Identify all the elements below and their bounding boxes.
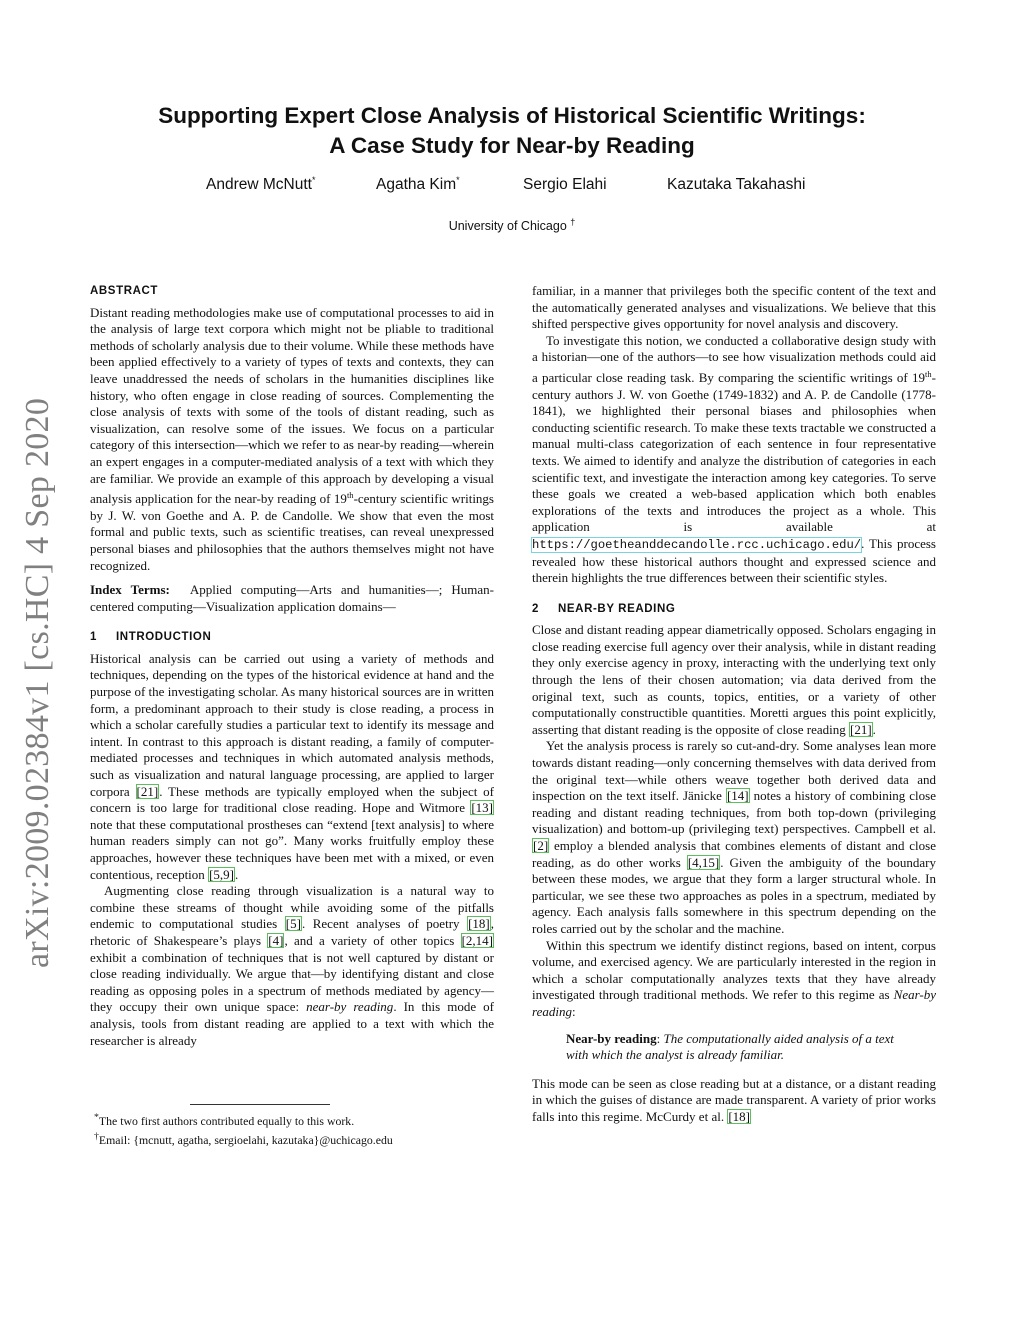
intro-paragraph-2: Augmenting close reading through visualization is a natural way to combine these streams of thought while avoiding some of the pitfalls endemic to computational studies [5]. Recent analyses of poetry [18], rhetoric of Shakespeare’s plays [4], and a variety of other topics [2,14] exhibit a combination of techniques that is not well captured by distant or close reading individually. We argue that—by identifying distant and close reading as opposing poles in a spectrum of methods mediated by agency—they occupy their own unique space: near-by reading. In this mode of analysis, tools from distant reading are applied to a text with which the researcher is already — [90, 883, 494, 1048]
arxiv-identifier-stamp: arXiv:2009.02384v1 [cs.HC] 4 Sep 2020 — [19, 397, 56, 968]
left-column — [90, 283, 494, 1049]
author-4: Kazutaka Takahashi — [667, 176, 806, 193]
section-heading-near-by-reading: 2 NEAR-BY READING — [532, 602, 676, 615]
title-line-2: A Case Study for Near-by Reading — [329, 133, 695, 158]
citation-link[interactable]: [14] — [726, 788, 749, 804]
citation-link[interactable]: [18] — [728, 1108, 750, 1124]
title-line-1: Supporting Expert Close Analysis of Historical Scientific Writings: — [158, 103, 866, 128]
citation-link[interactable]: [2,14] — [461, 932, 493, 948]
nearby-paragraph-2: Yet the analysis process is rarely so cut-and-dry. Some analyses lean more towards distant reading—only concerning themselves with data derived from the original text—while others weave together both derived data and inspection on the text itself. Jänicke [14] notes a history of combining close reading and distant reading techniques, from both top-down (privileging visualization) and bottom-up (privileging text) perspectives. Campbell et al. [2] employ a blended analysis that combines elements of distant and close reading, as do other works [4,15]. Given the ambiguity of the boundary between these modes, we argue that they form a larger structural whole. In particular, we see these two approaches as poles in a spectrum, mediated by agency. Each analysis falls somewhere in this spectrum depending on the roles carried out by the scholar and the machine. — [532, 738, 936, 936]
author-list — [100, 175, 924, 197]
affiliation: University of Chicago † — [448, 217, 576, 233]
footnote-2: †Email: {mcnutt, agatha, sergioelahi, kazutaka}@uchicago.edu — [94, 1131, 393, 1148]
citation-link[interactable]: [4] — [268, 932, 284, 948]
right-column — [532, 283, 936, 1126]
citation-link[interactable]: [13] — [471, 800, 493, 816]
author-3: Sergio Elahi — [523, 176, 607, 193]
definition-block: Near-by reading: The computationally aided analysis of a text with which the analyst is already familiar. — [566, 1030, 894, 1063]
citation-link[interactable]: [21] — [136, 783, 159, 799]
paper-title — [100, 101, 924, 161]
citation-link[interactable]: [5] — [285, 916, 301, 932]
citation-link[interactable]: [2] — [533, 838, 549, 853]
citation-link[interactable]: [5,9] — [209, 866, 234, 882]
nearby-paragraph-4: This mode can be seen as close reading but at a distance, or a distant reading in which the guises of distance are made transparent. A variety of prior works falls into this regime. McCurdy et al. [18] — [532, 1075, 936, 1124]
citation-link[interactable]: [21] — [849, 721, 872, 737]
index-terms: Index Terms: Applied computing—Arts and humanities—; Human-centered computing—Visualization application domains— — [90, 582, 494, 614]
intro-paragraph-1: Historical analysis can be carried out using a variety of methods and techniques, depending on the types of the historical evidence at hand and the purpose of the investigating scholar. As many historical sources are in written form, a predominant approach to their study is close reading, a process in which a scholar carefully studies a particular text to identify its message and intent. In contrast to this approach is distant reading, a family of computer-mediated processes and techniques in which automated analysis methods, such as visualization and natural language processing, are applied to larger corpora [21]. These methods are typically employed when the subject of concern is too large for traditional close reading. Hope and Witmore [13] note that these computational prostheses can “extend [text analysis] to where human readers simply can not go”. Many works fruitfully employ these approaches, however these techniques have been met with a mixed, or even contentious, reception [5,9]. — [90, 650, 495, 882]
nearby-paragraph-1: Close and distant reading appear diametrically opposed. Scholars engaging in close reading exercise full agency over their analysis, while in distant reading they only exercise agency in proxy, interacting with the underlying text only through the lens of their chosen automation; via data derived from the original text, such as counts, topics, entities, or a variety of other computationally constructible quantities. Moretti argues this point explicitly, asserting that distant reading is the opposite of close reading [21]. — [532, 622, 936, 737]
abstract-heading: ABSTRACT — [90, 285, 159, 297]
footnote-rule — [190, 1104, 330, 1105]
project-url-link[interactable]: https://goetheanddecandolle.rcc.uchicago.edu/ — [532, 537, 862, 552]
section-heading-introduction: 1 INTRODUCTION — [90, 631, 212, 644]
nearby-paragraph-3: Within this spectrum we identify distinct regions, based on intent, corpus volume, and exercised agency. We are particularly interested in the region in which a scholar computationally analyzes texts that they have already investigated through traditional methods. We refer to this regime as Near-by reading: — [532, 937, 936, 1019]
footnote-1: *The two first authors contributed equally to this work. — [94, 1112, 355, 1128]
right-paragraph-2: To investigate this notion, we conducted a collaborative design study with a historian—one of the authors—to see how visualization methods could aid a particular close reading task. By comparing the scientific writings of 19th-century authors J. W. von Goethe (1749-1832) and A. P. de Candolle (1778-1841), we highlighted their personal biases and philosophies when conducting scientific research. To make these texts tractable we constructed a manual multi-class categorization of each sentence in four representative texts. We aimed to identify and analyze the distribution of categories in each scientific text, and investigate the interaction among key categories. To serve these goals we created a web-based application which both enables explorations of the texts and introduces the project as a whole. This application is available at https://goetheanddecandolle.rcc.uchicago.edu/. This process revealed how these historical authors thought and expressed science and therein highlights the true differences between their scientific styles. — [532, 332, 936, 586]
citation-link[interactable]: [4,15] — [687, 854, 720, 870]
citation-link[interactable]: [18] — [468, 916, 490, 932]
author-1: Andrew McNutt* — [206, 175, 316, 193]
right-paragraph-1: familiar, in a manner that privileges both the specific content of the text and the automatically generated analyses and visualizations. We believe that this shifted perspective gives opportunity for novel analysis and discovery. — [532, 283, 936, 332]
footnotes — [90, 1104, 494, 1149]
abstract-text: Distant reading methodologies make use of computational processes to aid in the analysis of large text corpora which might not be pliable to traditional methods of scholarly analysis due to their volume. While these methods have been applied effectively to a variety of types of texts and contexts, they can leave unaddressed the needs of scholars in the humanities disciplines like history, who often engage in close reading of sources. Complementing the close analysis of texts with some of the tools of distant reading, such as visualization, can resolve some of the issues. We focus on a particular category of this intersection—which we refer to as near-by reading—wherein an expert engages in a computer-mediated analysis of a text with which they are familiar. We provide an example of this approach by developing a visual analysis application for the near-by reading of 19th-century scientific writings by J. W. von Goethe and A. P. de Candolle. We show that even the most formal and public texts, such as scientific treatises, can reveal unexpressed personal biases and philosophies that the authors themselves might not have recognized. — [90, 304, 494, 573]
author-2: Agatha Kim* — [376, 175, 460, 193]
